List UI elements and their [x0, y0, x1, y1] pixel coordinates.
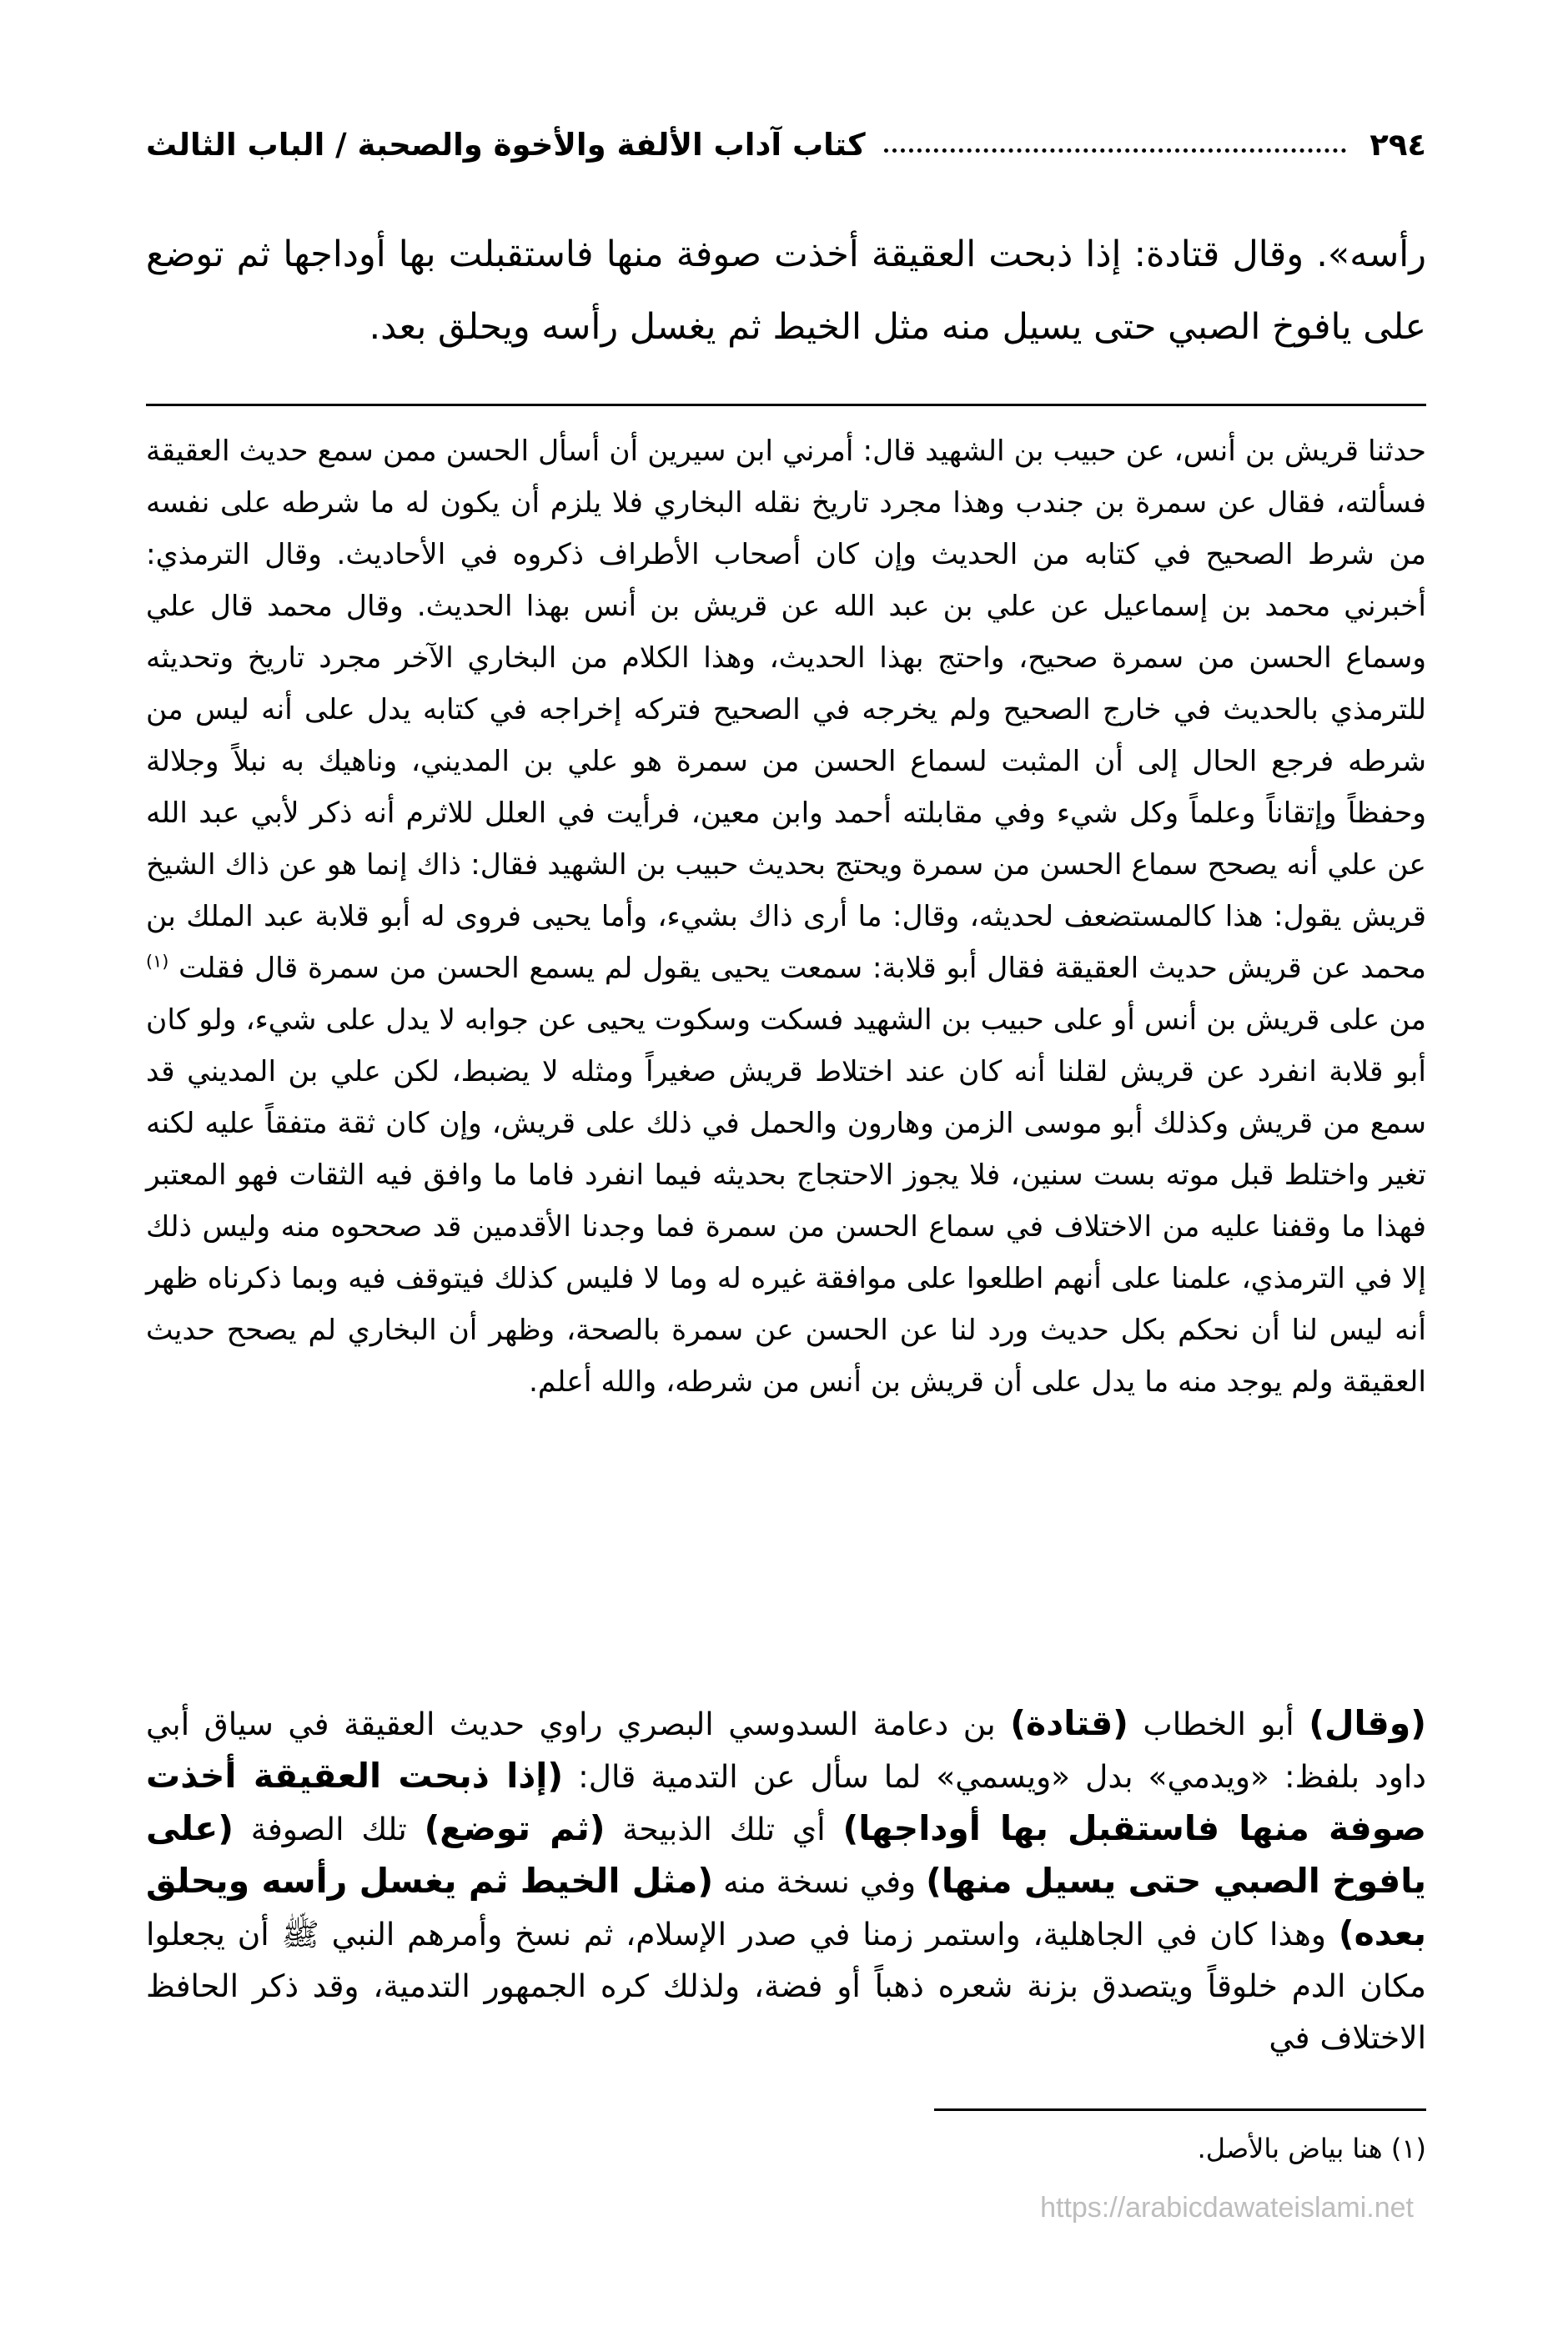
- main-text: رأسه». وقال قتادة: إذا ذبحت العقيقة أخذت صوفة منها فاستقبلت بها أوداجها ثم توضع على يافوخ الصبي حتى يسيل منه مثل الخيط ثم يغسل رأسه ويحلق بعد.: [146, 234, 1426, 348]
- section-divider: [146, 404, 1426, 406]
- commentary-text: وهذا كان في الجاهلية، واستمر زمنا في صدر الإسلام، ثم نسخ وأمرهم النبي ﷺ أن يجعلوا مكان الدم خلوقاً ويتصدق بزنة شعره ذهباً أو فضة، ولذلك كره الجمهور التدمية، وقد ذكر الحافظ الاختلاف في: [146, 1916, 1426, 2056]
- commentary-text: بن دعامة السدوسي البصري راوي حديث العقيقة في سياق أبي داود بلفظ: «ويدمي» بدل «ويسمي» لما سأل عن التدمية قال:: [146, 1706, 1426, 1795]
- commentary-term: (قتادة): [1010, 1703, 1128, 1743]
- commentary-term: (ثم توضع): [424, 1808, 606, 1848]
- footnote-marker: (١): [146, 951, 169, 972]
- note-block: [146, 425, 1426, 1408]
- commentary-term: (وقال): [1309, 1703, 1426, 1743]
- dotted-leader: [884, 148, 1347, 153]
- commentary-block: [146, 1697, 1426, 2063]
- watermark-url: https://arabicdawateislami.net: [1040, 2192, 1414, 2224]
- page-number: ٢٩٤: [1369, 126, 1426, 163]
- commentary-term: (مثل الخيط ثم يغسل رأسه ويحلق بعده): [146, 1861, 1426, 1953]
- footnote: (١) هنا بياض بالأصل.: [1197, 2133, 1426, 2164]
- page-header: [146, 115, 1426, 173]
- commentary-text: وفي نسخة منه: [713, 1863, 927, 1900]
- running-title: كتاب آداب الألفة والأخوة والصحبة / الباب الثالث: [146, 126, 866, 163]
- commentary-text: أي تلك الذبيحة: [605, 1811, 843, 1847]
- footnote-divider: [934, 2108, 1426, 2111]
- note-text-part-1: حدثنا قريش بن أنس، عن حبيب بن الشهيد قال: أمرني ابن سيرين أن أسأل الحسن ممن سمع حديث العقيقة فسألته، فقال عن سمرة بن جندب وهذا مجرد تاريخ نقله البخاري فلا يلزم أن يكون له ما شرطه على نفسه من شرط الصحيح في كتابه من الحديث وإن كان أصحاب الأطراف ذكروه في الأحاديث. وقال الترمذي: أخبرني محمد بن إسماعيل عن علي بن عبد الله عن قريش بن أنس بهذا الحديث. وقال محمد قال علي وسماع الحسن من سمرة صحيح، واحتج بهذا الحديث، وهذا الكلام من البخاري الآخر مجرد تاريخ وتحديثه للترمذي بالحديث في خارج الصحيح ولم يخرجه في الصحيح فتركه إخراجه في كتابه يدل على أنه ليس من شرطه فرجع الحال إلى أن المثبت لسماع الحسن من سمرة هو علي بن المديني، وناهيك به نبلاً وجلالة وحفظاً وإتقاناً وعلماً وكل شيء وفي مقابلته أحمد وابن معين، فرأيت في العلل للاثرم أنه ذكر لأبي عبد الله عن علي أنه يصحح سماع الحسن من سمرة ويحتج بحديث حبيب بن الشهيد فقال: ذاك إنما هو عن ذاك الشيخ قريش يقول: هذا كالمستضعف لحديثه، وقال: ما أرى ذاك بشيء، وأما يحيى فروى له أبو قلابة عبد الملك بن محمد عن قريش حديث العقيقة فقال أبو قلابة: سمعت يحيى يقول لم يسمع الحسن من سمرة قال فقلت: [146, 435, 1427, 985]
- note-text-part-2: من على قريش بن أنس أو على حبيب بن الشهيد فسكت وسكوت يحيى عن جوابه لا يدل على شيء، ولو كان أبو قلابة انفرد عن قريش لقلنا أنه كان عند اختلاط قريش صغيراً ومثله لا يضبط، لكن علي بن المديني قد سمع من قريش وكذلك أبو موسى الزمن وهارون والحمل في ذلك على قريش، وإن كان ثقة متفقاً عليه لكنه تغير واختلط قبل موته بست سنين، فلا يجوز الاحتجاج بحديثه فيما انفرد فاما ما وافق فيه الثقات فهو المعتبر فهذا ما وقفنا عليه من الاختلاف في سماع الحسن من سمرة فما وجدنا الأقدمين قد صححوه منه وليس ذلك إلا في الترمذي، علمنا على أنهم اطلعوا على موافقة غيره له وما لا فليس كذلك فيتوقف فيه وبما ذكرناه ظهر أنه ليس لنا أن نحكم بكل حديث ورد لنا عن الحسن عن سمرة بالصحة، وظهر أن البخاري لم يصحح حديث العقيقة ولم يوجد منه ما يدل على أن قريش بن أنس من شرطه، والله أعلم.: [146, 1003, 1426, 1399]
- commentary-text: أبو الخطاب: [1128, 1706, 1309, 1742]
- commentary-term: (إذا ذبحت العقيقة أخذت صوفة منها فاستقبل بها أوداجها): [146, 1756, 1427, 1848]
- commentary-text: تلك الصوفة: [233, 1811, 425, 1847]
- commentary-term: (على يافوخ الصبي حتى يسيل منها): [146, 1808, 1426, 1901]
